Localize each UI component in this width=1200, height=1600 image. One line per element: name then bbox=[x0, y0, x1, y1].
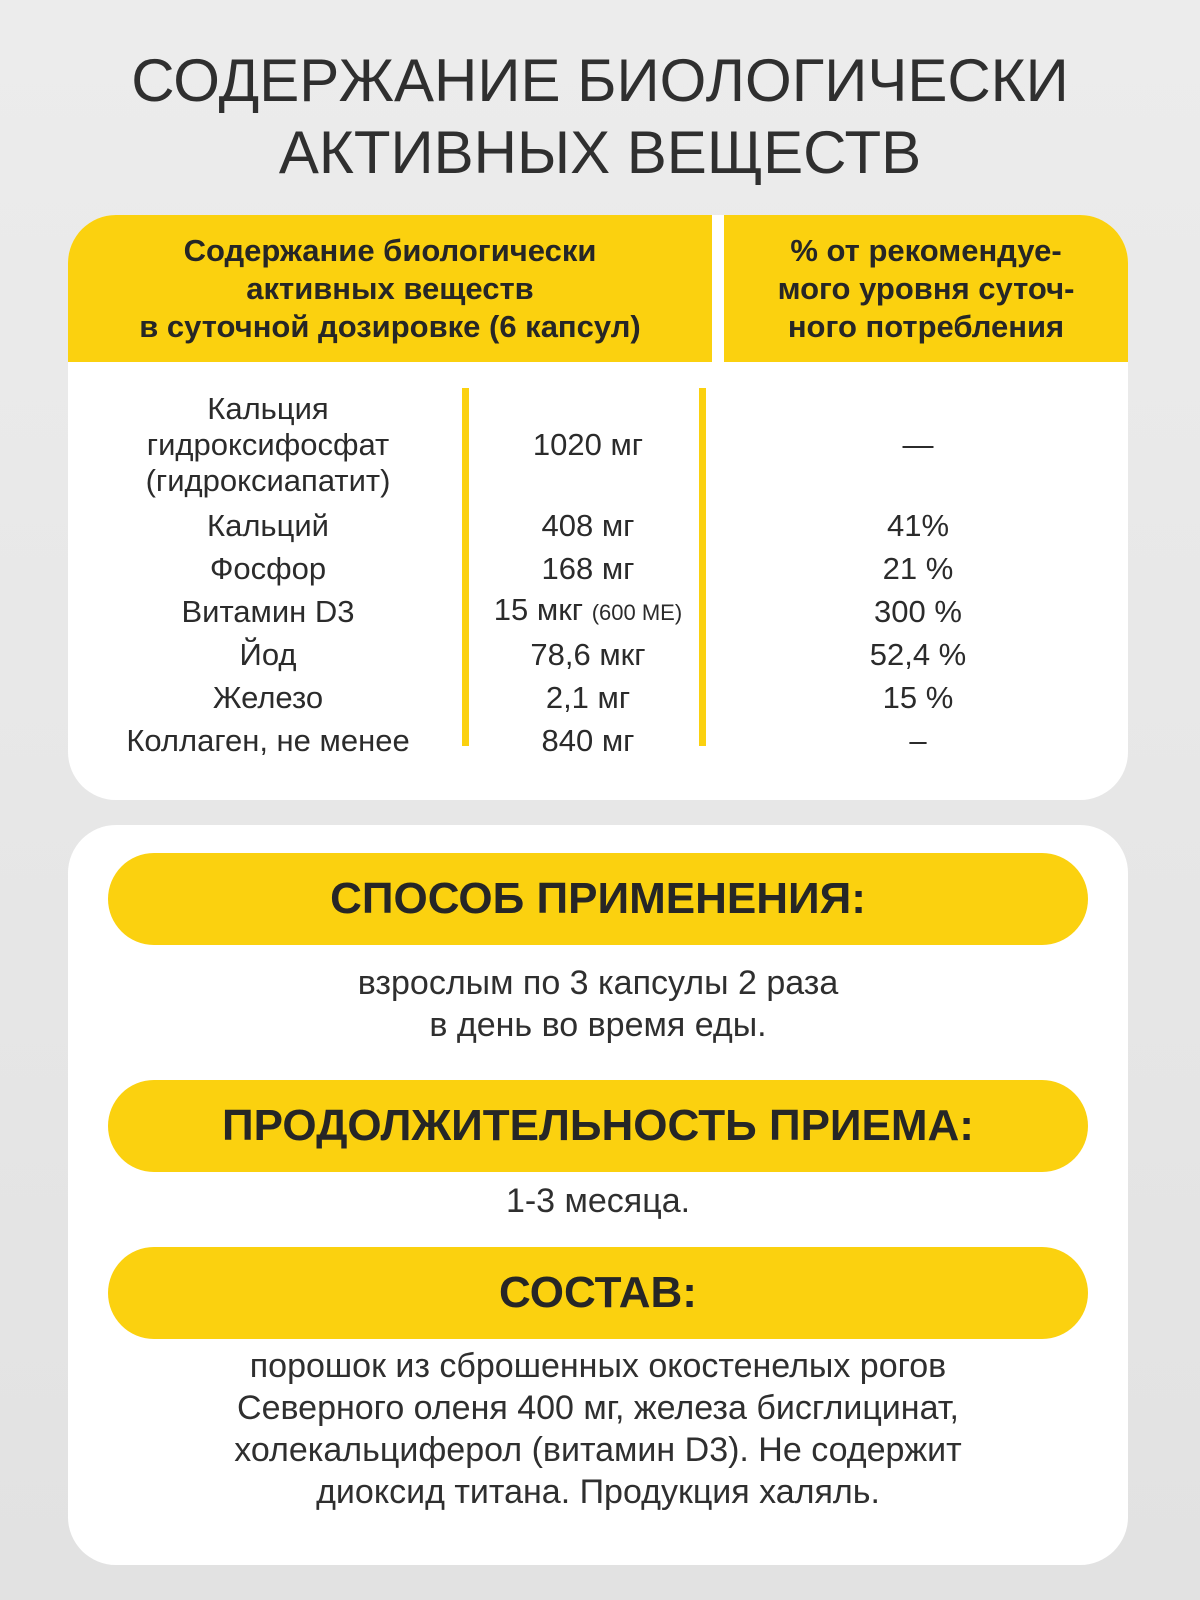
header-content-column: Содержание биологически активных веществ в суточной дозировке (6 капсул) bbox=[68, 215, 712, 362]
nutrient-amount: 1020 мг bbox=[532, 427, 644, 462]
nutrient-amount: 168 мг bbox=[541, 550, 635, 586]
nutrient-amount: 15 мкг bbox=[493, 592, 584, 627]
composition-heading: СОСТАВ: bbox=[108, 1247, 1088, 1339]
page-title-line-2: АКТИВНЫХ ВЕЩЕСТВ bbox=[278, 119, 922, 186]
method-heading: СПОСОБ ПРИМЕНЕНИЯ: bbox=[108, 853, 1088, 945]
nutrient-name: Железо bbox=[212, 679, 324, 715]
nutrient-name: Кальция гидроксифосфат (гидроксиапатит) bbox=[145, 391, 391, 498]
composition-text: порошок из сброшенных окостенелых рогов Северного оленя 400 мг, железа бисглицинат, холекальциферол (витамин D3). Не содержит диоксид титана. Продукция халяль. bbox=[234, 1347, 962, 1511]
table-row bbox=[68, 719, 1128, 762]
nutrient-amount: 840 мг bbox=[541, 722, 635, 758]
nutrient-name: Кальций bbox=[207, 507, 329, 543]
table-row bbox=[68, 633, 1128, 676]
nutrient-percent: 41% bbox=[886, 507, 950, 543]
table-row bbox=[68, 676, 1128, 719]
nutrient-name: Йод bbox=[239, 636, 297, 672]
page-title bbox=[0, 45, 1200, 189]
header-divider bbox=[712, 215, 724, 362]
duration-heading: ПРОДОЛЖИТЕЛЬНОСТЬ ПРИЕМА: bbox=[108, 1080, 1088, 1172]
nutrient-amount: 78,6 мкг bbox=[530, 636, 646, 672]
nutrient-amount: 408 мг bbox=[541, 507, 635, 543]
page-title-line-1: СОДЕРЖАНИЕ БИОЛОГИЧЕСКИ bbox=[131, 47, 1069, 114]
nutrient-percent: – bbox=[909, 722, 927, 758]
table-row bbox=[68, 590, 1128, 633]
nutrient-percent: — bbox=[902, 427, 934, 462]
nutrient-percent: 21 % bbox=[882, 550, 954, 586]
nutrient-amount-wrap bbox=[468, 592, 708, 631]
nutrient-name: Коллаген, не менее bbox=[126, 722, 410, 758]
nutrient-table-card bbox=[68, 215, 1128, 800]
nutrient-percent: 52,4 % bbox=[869, 636, 967, 672]
nutrient-table-header bbox=[68, 215, 1128, 362]
table-row bbox=[68, 390, 1128, 500]
nutrient-amount-note: (600 МЕ) bbox=[591, 600, 683, 625]
nutrient-table-body bbox=[68, 390, 1128, 762]
method-text: взрослым по 3 капсулы 2 раза в день во время еды. bbox=[357, 964, 839, 1044]
nutrient-amount: 2,1 мг bbox=[545, 679, 631, 715]
duration-text: 1-3 месяца. bbox=[505, 1182, 691, 1220]
nutrient-percent: 15 % bbox=[882, 679, 954, 715]
usage-info-card bbox=[68, 825, 1128, 1565]
nutrient-percent: 300 % bbox=[874, 593, 962, 629]
nutrient-name: Фосфор bbox=[209, 550, 327, 586]
header-percent-column: % от рекомендуе- мого уровня суточ- ного потребления bbox=[724, 215, 1128, 362]
table-row bbox=[68, 504, 1128, 547]
table-row bbox=[68, 547, 1128, 590]
nutrient-name: Витамин D3 bbox=[181, 593, 355, 629]
